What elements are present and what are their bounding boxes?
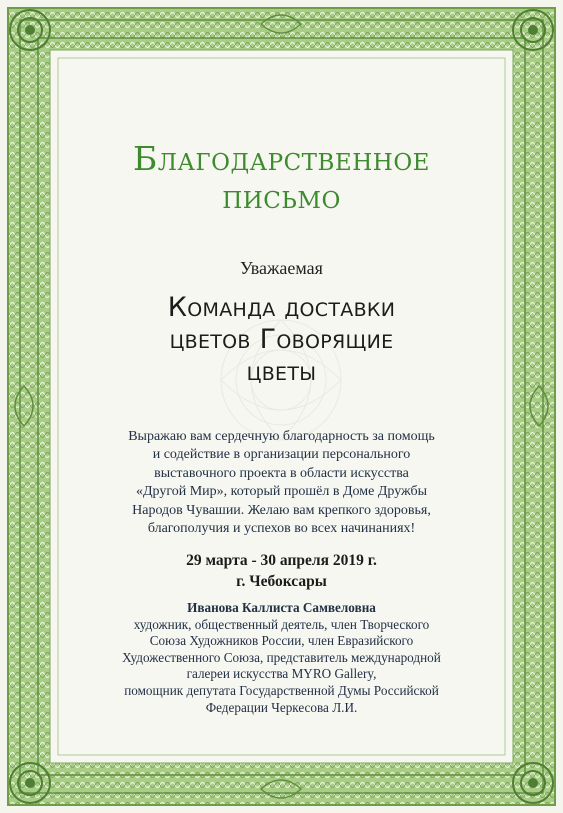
event-dates xyxy=(62,550,501,592)
city: г. Чебоксары xyxy=(236,573,327,590)
body-line: «Другой Мир», который прошёл в Доме Дружбы xyxy=(135,484,428,500)
signer-line: галереи искусства MYRO Gallery, xyxy=(186,666,377,682)
recipient-name xyxy=(62,292,501,388)
title-line-2: письмо xyxy=(222,177,341,216)
certificate-title xyxy=(62,140,501,216)
signer-line: художник, общественный деятель, член Творческого xyxy=(133,616,430,632)
body-line: выставочного проекта в области искусства xyxy=(154,465,409,481)
body-line: Народов Чувашии. Желаю вам крепкого здоровья, xyxy=(132,502,431,518)
date-range: 29 марта - 30 апреля 2019 г. xyxy=(186,552,377,569)
certificate-content xyxy=(62,62,501,753)
body-line: благополучия и успехов во всех начинаниях! xyxy=(147,521,416,537)
signer-line: Федерации Черкесова Л.И. xyxy=(205,699,358,715)
recipient-line-2: цветов Говорящие xyxy=(169,324,394,355)
recipient-line-3: цветы xyxy=(246,356,317,387)
signer-name: Иванова Каллиста Самвеловна xyxy=(187,600,376,615)
body-line: Выражаю вам сердечную благодарность за помощь xyxy=(128,429,435,444)
title-line-1: Благодарственное xyxy=(133,139,430,178)
greeting: Уважаемая xyxy=(240,258,323,278)
body-line: и содействие в организации персонального xyxy=(152,447,411,463)
signer-line: Художественного Союза, представитель международной xyxy=(122,649,441,665)
signer-block xyxy=(62,600,501,716)
recipient-line-1: Команда доставки xyxy=(167,292,396,323)
signer-line: помощник депутата Государственной Думы Российской xyxy=(124,682,439,698)
gratitude-text xyxy=(88,428,475,538)
signer-line: Союза Художников России, член Евразийского xyxy=(149,633,414,649)
